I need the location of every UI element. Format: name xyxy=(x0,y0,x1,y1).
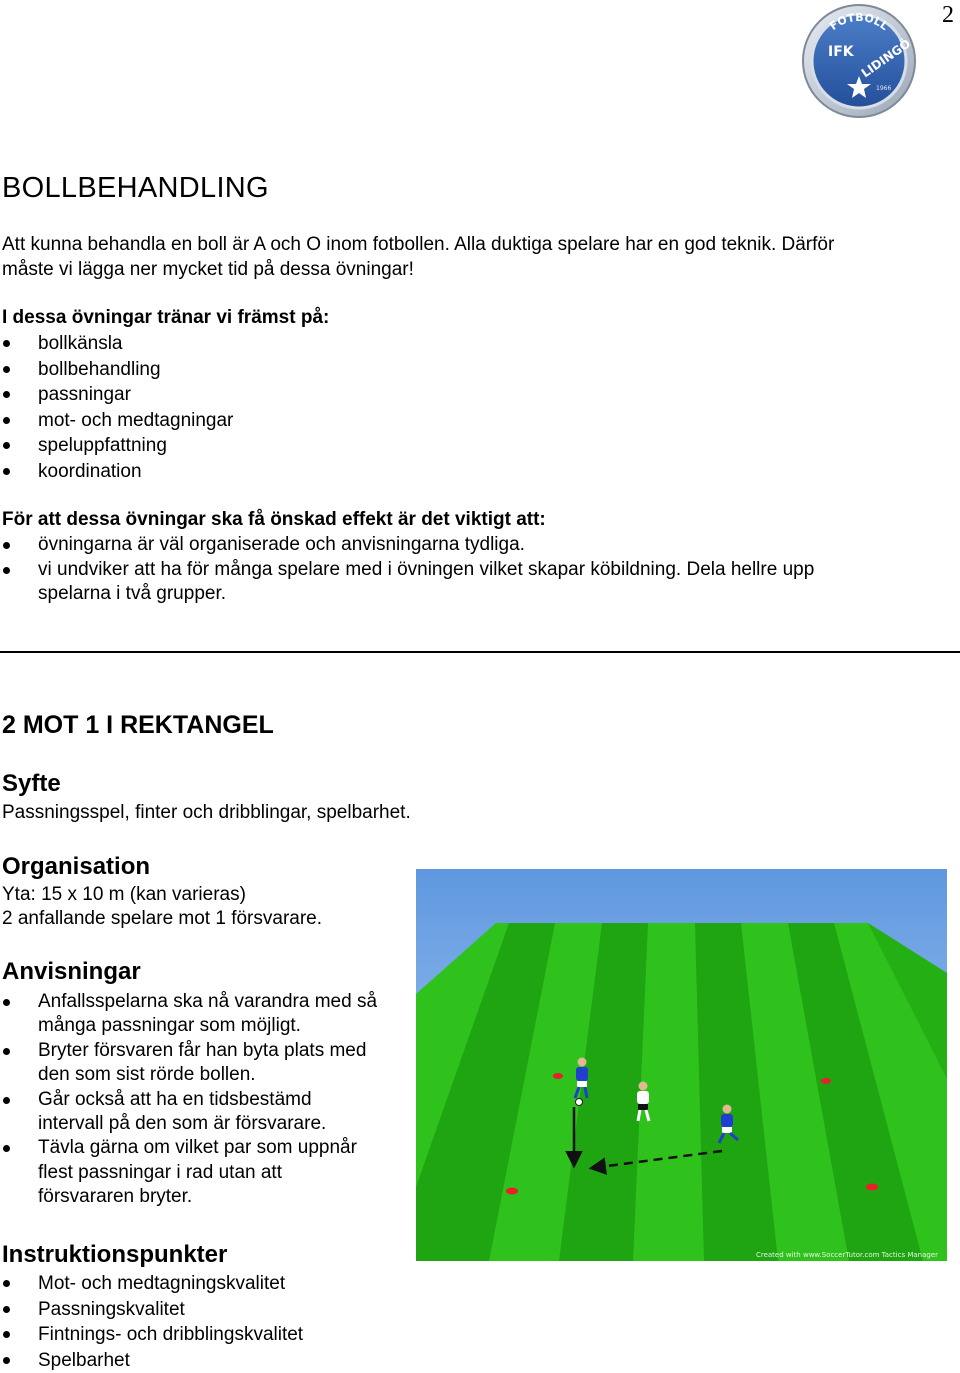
list-item: Passningskvalitet xyxy=(0,1297,400,1323)
section-title-2-mot-1: 2 MOT 1 I REKTANGEL xyxy=(2,711,274,740)
list-item: passningar xyxy=(0,382,600,408)
club-logo xyxy=(800,2,918,120)
purpose-text: Passningsspel, finter och dribblingar, spelbarhet. xyxy=(2,800,411,825)
logo-text-top: FOTBOLL xyxy=(827,11,890,33)
cone-marker xyxy=(553,1073,563,1079)
list-item: koordination xyxy=(0,459,600,485)
list-item: speluppfattning xyxy=(0,433,600,459)
page-number: 2 xyxy=(942,2,954,29)
list-item: mot- och medtagningar xyxy=(0,408,600,434)
cone-marker xyxy=(506,1188,518,1195)
drill-diagram xyxy=(416,869,947,1261)
section-divider xyxy=(0,651,960,653)
list-item: Fintnings- och dribblingskvalitet xyxy=(0,1322,400,1348)
list-item: Anfallsspelarna ska nå varandra med så många passningar som möjligt. xyxy=(0,990,380,1039)
list-item: Tävla gärna om vilket par som uppnår flest passningar i rad utan att försvararen bryter. xyxy=(0,1136,380,1209)
cone-marker xyxy=(821,1078,831,1084)
organisation-heading: Organisation xyxy=(2,853,150,881)
logo-text-right: LIDINGÖ xyxy=(858,36,913,81)
section-title-bollbehandling: BOLLBEHANDLING xyxy=(2,172,269,205)
organisation-line-1: Yta: 15 x 10 m (kan varieras) xyxy=(2,882,246,907)
list-item: bollkänsla xyxy=(0,331,600,357)
list-item: vi undviker att ha för många spelare med i övningen vilket skapar köbildning. Dela hellre upp spelarna i två grupper. xyxy=(0,558,880,607)
logo-text-left: IFK xyxy=(828,44,855,60)
points-heading: Instruktionspunkter xyxy=(2,1241,227,1269)
intro-line-2: måste vi lägga ner mycket tid på dessa övningar! xyxy=(2,257,414,282)
training-heading: I dessa övningar tränar vi främst på: xyxy=(2,305,329,330)
list-item: Mot- och medtagningskvalitet xyxy=(0,1271,400,1297)
diagram-credit: Created with www.SoccerTutor.com Tactics Manager xyxy=(756,1251,938,1259)
purpose-heading: Syfte xyxy=(2,770,61,798)
organisation-line-2: 2 anfallande spelare mot 1 försvarare. xyxy=(2,906,322,931)
ball-icon xyxy=(576,1099,583,1106)
effect-list xyxy=(0,533,880,607)
instructions-heading: Anvisningar xyxy=(2,958,141,986)
points-list xyxy=(0,1271,400,1373)
logo-year: 1966 xyxy=(876,85,891,92)
instructions-list xyxy=(0,990,380,1210)
list-item: övningarna är väl organiserade och anvisningarna tydliga. xyxy=(0,533,880,558)
list-item: bollbehandling xyxy=(0,357,600,383)
cone-marker xyxy=(866,1184,878,1191)
training-list xyxy=(0,331,600,484)
effect-heading: För att dessa övningar ska få önskad effekt är det viktigt att: xyxy=(2,507,546,532)
intro-line-1: Att kunna behandla en boll är A och O inom fotbollen. Alla duktiga spelare har en god teknik. Därför xyxy=(2,232,834,257)
list-item: Spelbarhet xyxy=(0,1348,400,1373)
list-item: Går också att ha en tidsbestämd intervall på den som är försvarare. xyxy=(0,1088,380,1137)
list-item: Bryter försvaren får han byta plats med den som sist rörde bollen. xyxy=(0,1039,380,1088)
